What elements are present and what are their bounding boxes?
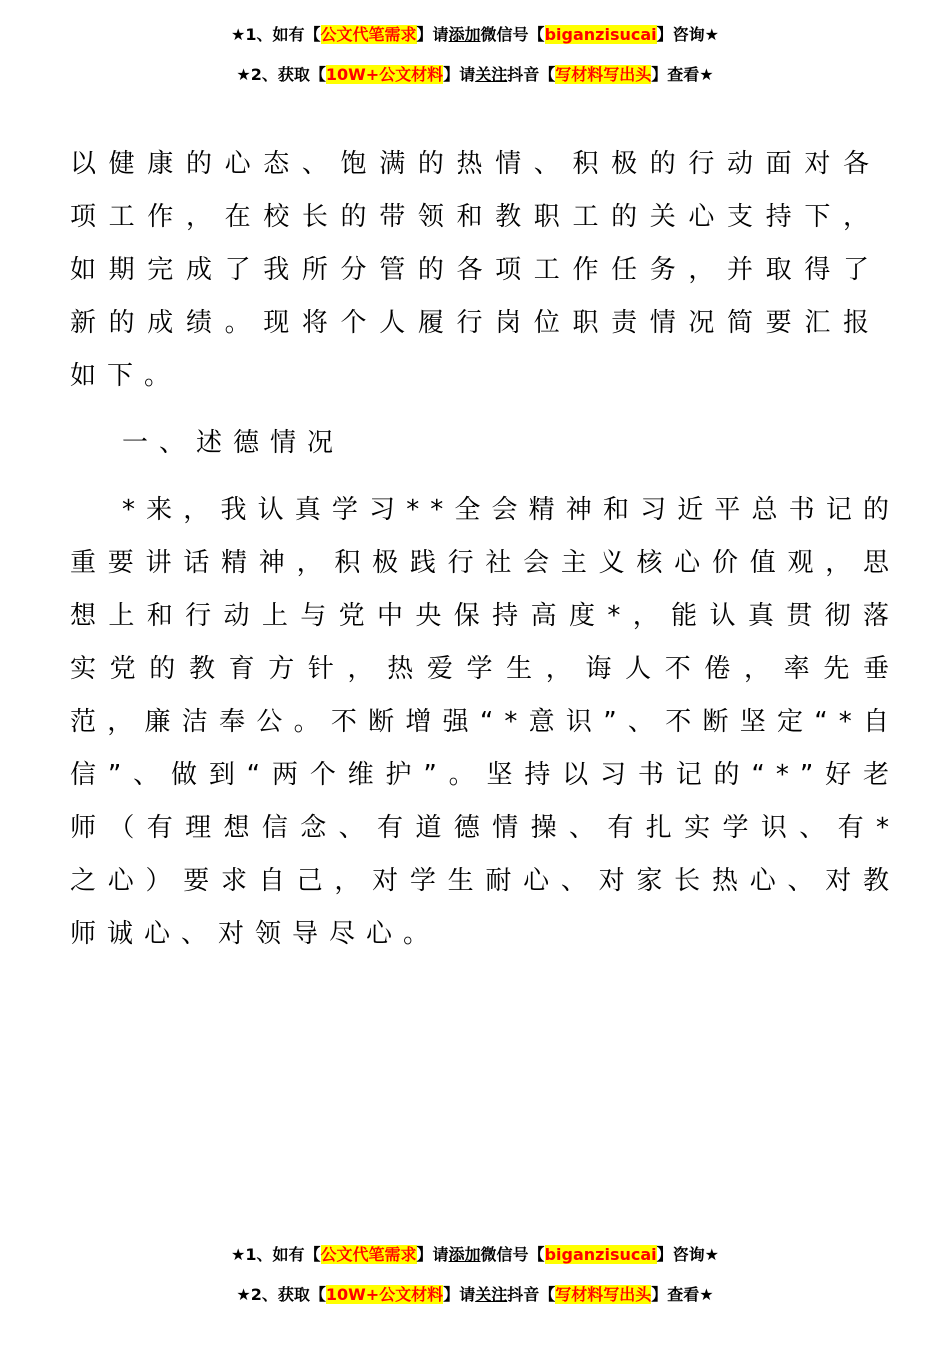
- banner-highlight: 10W+公文材料: [325, 65, 444, 84]
- banner-line-1: [0, 24, 950, 64]
- banner-text: 】咨询★: [656, 25, 719, 44]
- banner-text: 】请: [416, 25, 449, 44]
- banner-text: 微信号【: [480, 1245, 545, 1264]
- banner-text: 】请: [416, 1245, 449, 1264]
- banner-text: ★2、获取【: [236, 1285, 326, 1304]
- banner-line-2: [0, 64, 950, 104]
- banner-highlight: 10W+公文材料: [325, 1285, 444, 1304]
- banner-underlined: 添加: [448, 25, 481, 44]
- section-heading: 一、述德情况: [122, 428, 345, 458]
- banner-text: 微信号【: [480, 25, 545, 44]
- intro-paragraph: 以健康的心态、饱满的热情、积极的行动面对各项工作，在校长的带领和教职工的关心支持下，如期完成了我所分管的各项工作任务，并取得了新的成绩。现将个人履行岗位职责情况简要汇报如下。: [70, 149, 880, 391]
- banner-text: 】咨询★: [656, 1245, 719, 1264]
- banner-text: 】请: [443, 65, 476, 84]
- footer-banner: [0, 1244, 950, 1324]
- document-body: [70, 138, 900, 961]
- banner-underlined: 添加: [448, 1245, 481, 1264]
- banner-text: 】查看★: [651, 1285, 714, 1304]
- header-banner: [0, 24, 950, 104]
- banner-underlined: 关注: [475, 1285, 508, 1304]
- banner-text: ★1、如有【: [231, 25, 321, 44]
- banner-underlined: 关注: [475, 65, 508, 84]
- banner-highlight: biganzisucai: [544, 25, 657, 44]
- banner-text: ★1、如有【: [231, 1245, 321, 1264]
- banner-highlight: biganzisucai: [544, 1245, 657, 1264]
- banner-highlight: 公文代笔需求: [320, 1245, 417, 1264]
- banner-highlight: 写材料写出头: [555, 1285, 652, 1304]
- banner-highlight: 公文代笔需求: [320, 25, 417, 44]
- banner-text: ★2、获取【: [236, 65, 326, 84]
- banner-text: 】请: [443, 1285, 476, 1304]
- banner-text: 抖音【: [507, 65, 556, 84]
- section-paragraph: *来，我认真学习**全会精神和习近平总书记的重要讲话精神，积极践行社会主义核心价值观，思想上和行动上与党中央保持高度*，能认真贯彻落实党的教育方针，热爱学生，诲人不倦，率先垂范，廉洁奉公。不断增强“*意识”、不断坚定“*自信”、做到“两个维护”。坚持以习书记的“*”好老师（有理想信念、有道德情操、有扎实学识、有*之心）要求自己，对学生耐心、对家长热心、对教师诚心、对领导尽心。: [70, 495, 900, 949]
- banner-text: 抖音【: [507, 1285, 556, 1304]
- banner-text: 】查看★: [651, 65, 714, 84]
- banner-line-1: [0, 1244, 950, 1284]
- banner-line-2: [0, 1284, 950, 1324]
- banner-highlight: 写材料写出头: [555, 65, 652, 84]
